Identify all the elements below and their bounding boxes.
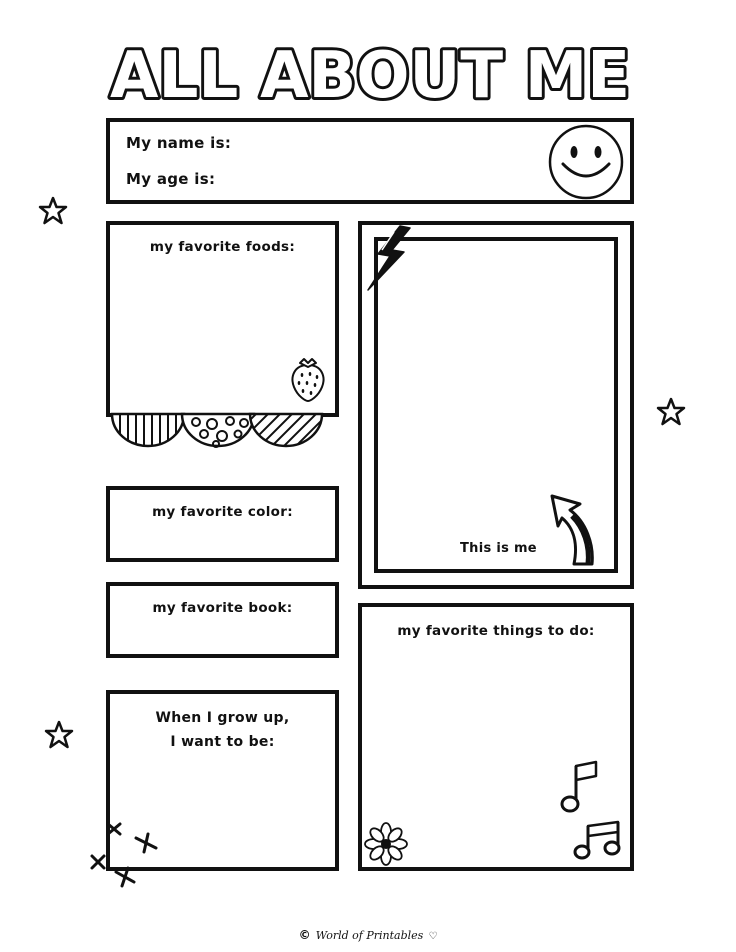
star-icon [44,720,74,750]
flower-icon [364,822,408,866]
page-title [0,0,736,113]
smiley-face-icon [546,122,626,202]
strawberry-icon [288,355,328,403]
favorite-book-box [106,582,339,658]
footer-credit: World of Printables [315,929,424,942]
lightning-bolt-icon [364,224,414,294]
star-icon [656,397,686,427]
grow-up-prompt-line2: I want to be: [170,734,275,750]
copyright-icon: © [298,928,311,942]
name-prompt: My name is: [126,134,232,152]
sparkle-crosses-icon [88,816,168,896]
scalloped-border-icon [108,414,348,454]
favorite-color-box [106,486,339,562]
music-notes-icon [558,758,628,868]
heart-icon: ♡ [428,931,438,942]
favorite-foods-prompt: my favorite foods: [149,239,296,255]
favorite-things-prompt: my favorite things to do: [397,623,595,639]
curved-arrow-icon [544,490,604,570]
age-prompt: My age is: [126,170,216,188]
star-icon [38,196,68,226]
photo-caption: This is me [460,541,537,556]
grow-up-prompt-line1: When I grow up, [155,710,290,726]
favorite-book-prompt: my favorite book: [152,600,293,616]
page-title-text: ALL ABOUT ME [110,39,630,113]
favorite-color-prompt: my favorite color: [152,504,293,520]
footer [0,924,736,944]
